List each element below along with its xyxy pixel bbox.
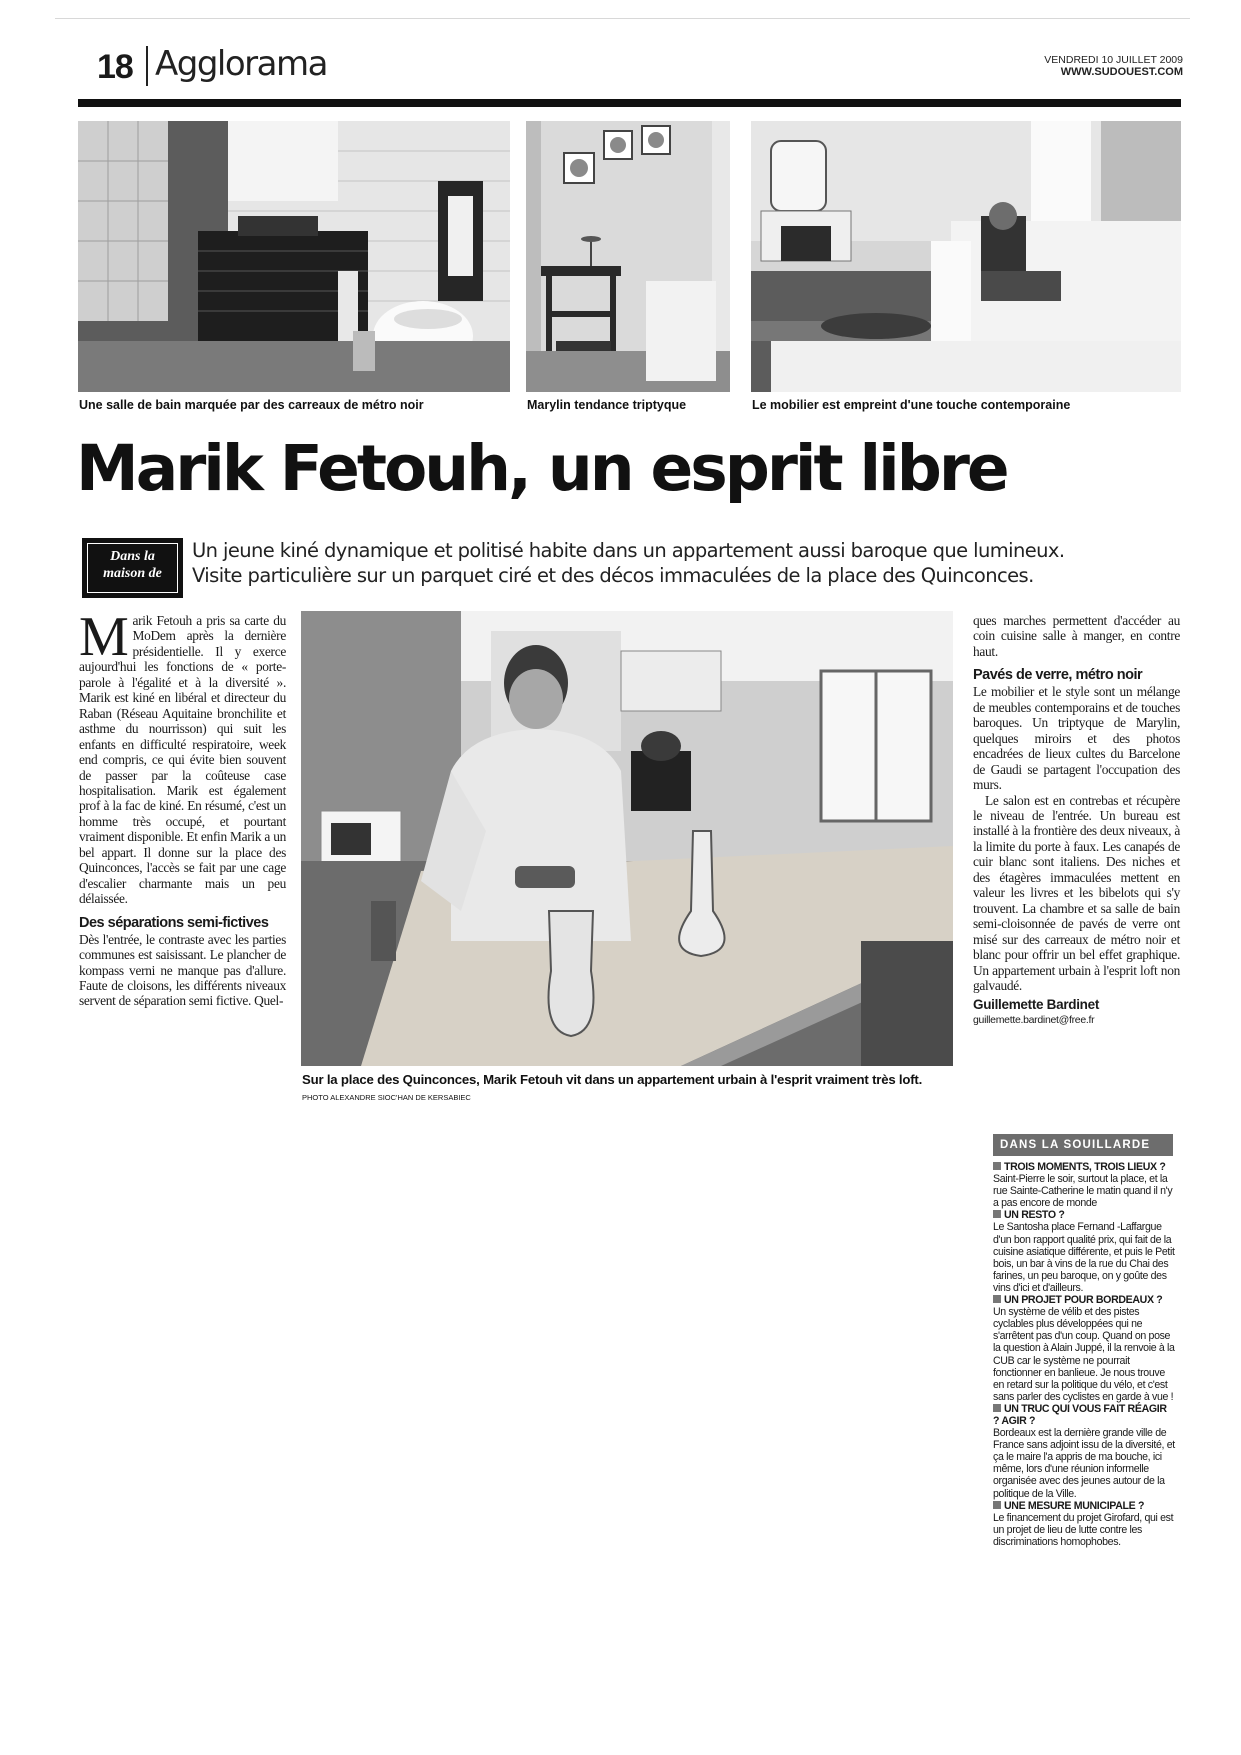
deck-line: Visite particulière sur un parquet ciré et des décos immaculées de la place des Quinconces. — [192, 564, 1034, 587]
dateline — [1044, 54, 1183, 78]
question-text: UN PROJET POUR BORDEAUX ? — [1004, 1294, 1163, 1307]
sidebar-answer: Le financement du projet Girofard, qui est un projet de lieu de lutte contre les discriminations homophobes. — [993, 1511, 1174, 1548]
square-bullet-icon — [993, 1404, 1001, 1412]
photo-credit: PHOTO ALEXANDRE SIOC'HAN DE KERSABIEC — [302, 1093, 471, 1102]
question-text: TROIS MOMENTS, TROIS LIEUX ? — [1004, 1161, 1166, 1173]
bathroom-illustration — [78, 121, 510, 392]
rubric-frame — [87, 543, 178, 593]
website: WWW.SUDOUEST.COM — [1060, 66, 1183, 78]
dropcap: M — [79, 606, 129, 668]
question-text: UNE MESURE MUNICIPALE ? — [1004, 1499, 1145, 1512]
marylin-illustration — [526, 121, 730, 392]
headline: Marik Fetouh, un esprit libre — [76, 432, 1007, 505]
deck — [192, 538, 1182, 588]
subhead: Des séparations semi-fictives — [79, 914, 269, 931]
rubric-line: maison de — [103, 566, 162, 581]
sidebar-question — [993, 1161, 1175, 1173]
main-photo-caption — [302, 1072, 940, 1106]
sidebar-question — [993, 1403, 1175, 1427]
section-title: Agglorama — [155, 44, 327, 84]
paragraph-text: arik Fetouh a pris sa carte du MoDem après la dernière présidentielle. Il y exerce aujourd'hui les fonctions de « porte-parole à l'égalité et à la diversité ». Marik est kiné en libéral et directeur du Raban (Réseau Aquitaine bronchilite et asthme du nourrisson) qui suit les enfants en difficulté respiratoire, week end compris, ce qui évite bien souvent de passer par la coûteuse case hospitalisation. Marik est également prof à la fac de kiné. En résumé, c'est un homme très occupé, et pourtant vraiment disponible. Et enfin Marik a un bel appart. Il donne sur la place des Quinconces, l'accès se fait par une cage d'escalier charmante mais un peu délaissée. — [79, 613, 286, 907]
rubric-badge — [82, 538, 183, 598]
header-separator — [146, 46, 148, 86]
subhead: Pavés de verre, métro noir — [973, 667, 1143, 684]
square-bullet-icon — [993, 1295, 1001, 1303]
sidebar-answer: Le Santosha place Fernand -Laffargue d'un bon rapport qualité prix, qui fait de la cuisine asiatique différente, et puis le Petit bois, un bar à vins de la rue du Chai des farines, un peu baroque, on y goûte des vins d'ici et d'ailleurs. — [993, 1221, 1175, 1294]
living-room-illustration — [751, 121, 1181, 392]
deck-line: Un jeune kiné dynamique et politisé habite dans un appartement aussi baroque que lumineux. — [192, 539, 1065, 562]
photo-caption: Marylin tendance triptyque — [527, 398, 687, 412]
sidebar-answer: Saint-Pierre le soir, surtout la place, et la rue Sainte-Catherine le matin quand il n'y a pas encore de monde — [993, 1173, 1173, 1210]
photo-bathroom — [78, 121, 510, 392]
page-edge — [55, 18, 1190, 19]
issue-date: VENDREDI 10 JUILLET 2009 — [1044, 54, 1183, 66]
sidebar-qa — [993, 1161, 1175, 1548]
article-paragraph: Le salon est en contrebas et récupère le niveau de l'entrée. Un bureau est installé à la frontière des deux niveaux, à la limite du porte à faux. Les canapés de cuir blanc sont italiens. Des niches et des étagères immaculées mettent en valeur les livres et les bibelots qui s'y trouvent. La chambre et sa salle de bain semi-cloisonnée de pavés de verre ont misé sur des carreaux de métro noir et blanc pour offrir un bel effet graphique. Un appartement urbain à l'esprit loft non galvaudé. — [973, 792, 1180, 993]
rubric-line: Dans la — [110, 549, 155, 564]
sidebar-answer: Bordeaux est la dernière grande ville de France sans adjoint issu de la diversité, et ça le maire l'a appris de ma bouche, ici même, lors d'une réunion informelle organisée avec des jeunes autour de la politique de la Ville. — [993, 1427, 1175, 1500]
square-bullet-icon — [993, 1162, 1001, 1170]
question-text: UN TRUC QUI VOUS FAIT RÉAGIR ? AGIR ? — [993, 1402, 1167, 1427]
page-number: 18 — [97, 48, 133, 86]
photo-caption: Une salle de bain marquée par des carreaux de métro noir — [79, 398, 424, 412]
caption-text: Sur la place des Quinconces, Marik Fetouh vit dans un appartement urbain à l'esprit vraiment très loft. — [302, 1072, 923, 1087]
article-paragraph: Le mobilier et le style sont un mélange de meubles contemporains et de touches baroques. Un triptyque de Marylin, quelques miroirs et des photos encadrées de lieux cultes du Barcelone de Gaudi se partagent l'occupation des murs. — [973, 684, 1180, 793]
square-bullet-icon — [993, 1501, 1001, 1509]
article-column-3 — [973, 613, 1180, 1028]
sidebar-title: DANS LA SOUILLARDE — [993, 1134, 1173, 1156]
sidebar-question — [993, 1500, 1175, 1512]
article-column-1 — [79, 606, 286, 1009]
photo-caption: Le mobilier est empreint d'une touche contemporaine — [752, 398, 1071, 412]
author-byline: Guillemette Bardinet — [973, 997, 1100, 1013]
sidebar-question — [993, 1294, 1175, 1306]
author-email: guillemette.bardinet@free.fr — [973, 1013, 1095, 1026]
article-paragraph — [79, 606, 286, 907]
header-rule — [78, 99, 1181, 107]
photo-living-room — [751, 121, 1181, 392]
kitchen-illustration — [301, 611, 953, 1066]
photo-marylin — [526, 121, 730, 392]
square-bullet-icon — [993, 1210, 1001, 1218]
article-paragraph: ques marches permettent d'accéder au coin cuisine salle à manger, en contre haut. — [973, 613, 1180, 659]
sidebar-question — [993, 1209, 1175, 1221]
question-text: UN RESTO ? — [1004, 1209, 1065, 1222]
sidebar-answer: Un système de vélib et des pistes cyclables plus développées qui ne s'arrêtent pas d'un coup. Quand on pose la question à Alain Juppé, il la renvoie à la CUB car le système ne pourrait fonctionner en banlieue. Je nous trouve en retard sur la politique du vélo, et c'est sans parler des cyclistes en garde à vue ! — [993, 1306, 1175, 1403]
article-paragraph: Dès l'entrée, le contraste avec les parties communes est saisissant. Le plancher de kompass verni ne manque pas d'allure. Faute de cloisons, les différents niveaux servent de séparation semi fictive. Quel- — [79, 931, 286, 1009]
photo-main-kitchen — [301, 611, 953, 1066]
